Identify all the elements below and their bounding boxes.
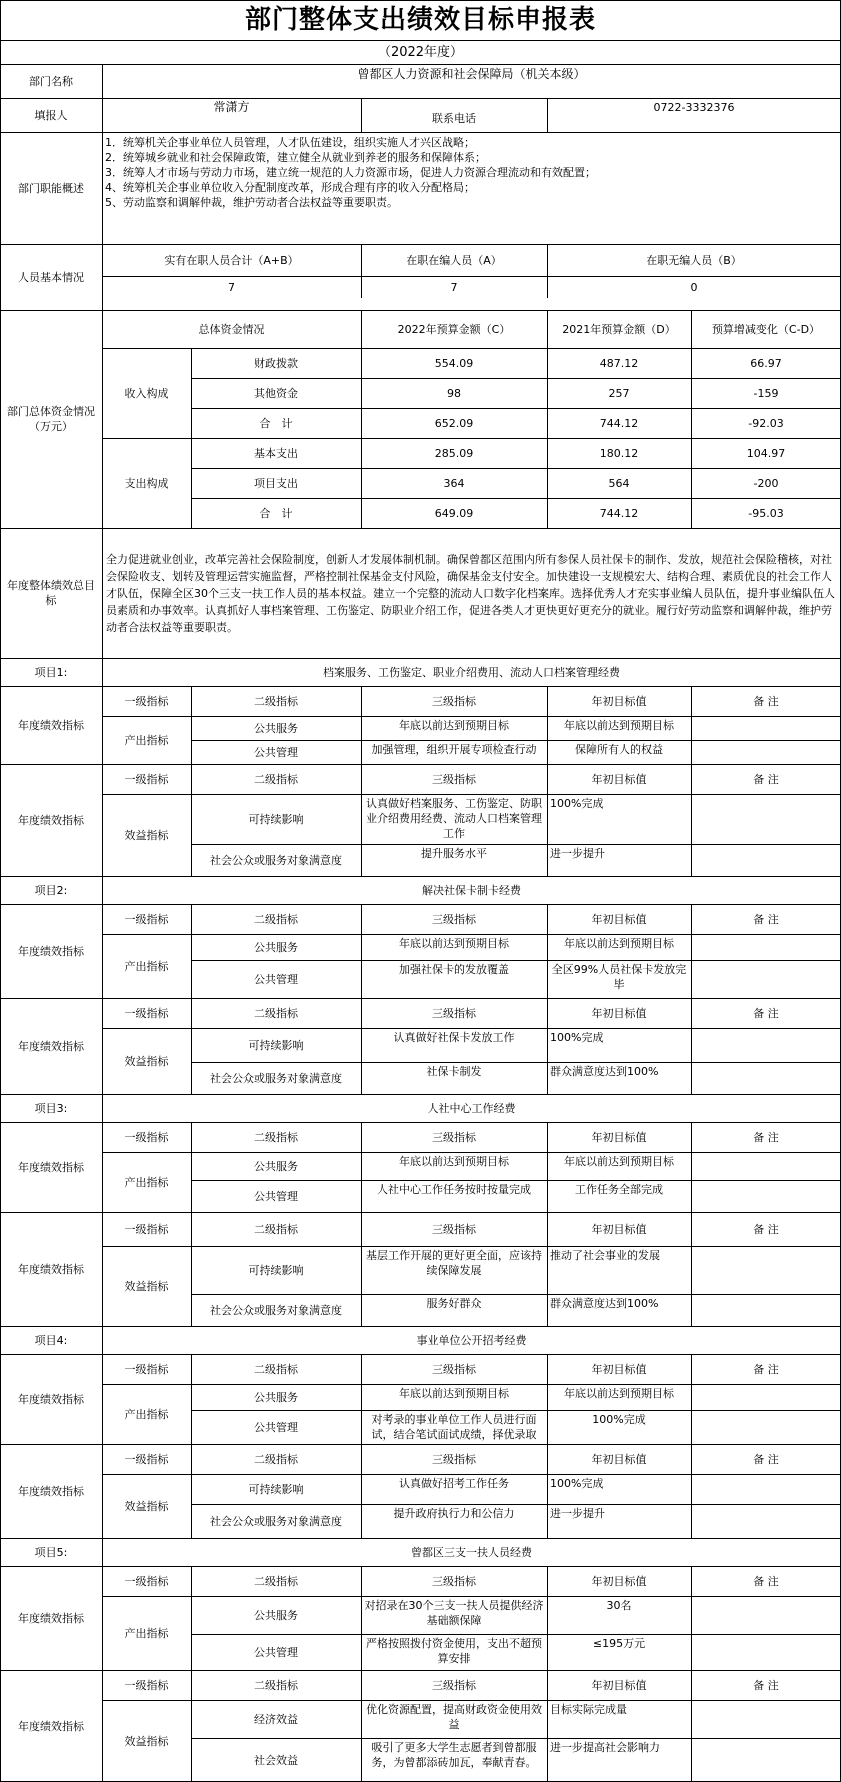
fund-diff: -95.03 xyxy=(748,506,784,520)
output-label: 产出指标 xyxy=(124,733,169,747)
grid-line xyxy=(102,716,841,717)
target-header: 年初目标值 xyxy=(591,1452,647,1466)
grid-line xyxy=(0,40,841,41)
l2-header: 二级指标 xyxy=(254,772,298,786)
funds-label: 部门总体资金情况（万元） xyxy=(7,405,95,433)
l1-header: 一级指标 xyxy=(124,1006,169,1020)
indicator-l2: 公共服务 xyxy=(254,1390,298,1404)
target-header: 年初目标值 xyxy=(591,694,647,708)
grid-line xyxy=(191,1294,841,1295)
grid-line xyxy=(691,1566,692,1782)
indicator-l3: 认真做好社保卡发放工作 xyxy=(393,1031,515,1044)
grid-line xyxy=(0,904,841,905)
indicator-l2: 可持续影响 xyxy=(248,1263,304,1277)
fund-item: 项目支出 xyxy=(254,476,298,490)
note-header: 备 注 xyxy=(753,1362,779,1376)
grid-line xyxy=(191,408,841,409)
l3-header: 三级指标 xyxy=(432,1678,476,1692)
funds-col-c: 2022年预算金额（C） xyxy=(397,322,511,336)
indicator-l2: 公共服务 xyxy=(254,1608,298,1622)
note-header: 备 注 xyxy=(753,912,779,926)
l2-header: 二级指标 xyxy=(254,912,298,926)
grid-line xyxy=(361,1566,362,1782)
grid-line xyxy=(102,794,841,795)
l3-header: 三级指标 xyxy=(432,912,476,926)
grid-line xyxy=(102,1384,841,1385)
l3-header: 三级指标 xyxy=(432,694,476,708)
grid-line xyxy=(547,904,548,1094)
grid-line xyxy=(361,244,362,298)
grid-line xyxy=(691,904,692,1094)
report-year: （2022年度） xyxy=(377,44,464,60)
grid-line xyxy=(547,1354,548,1538)
project-name: 档案服务、工伤鉴定、职业介绍费用、流动人口档案管理经费 xyxy=(323,665,620,679)
grid-line xyxy=(0,244,841,245)
benefit-label: 效益指标 xyxy=(124,1054,169,1068)
indicator-target: 100%完成 xyxy=(550,797,604,810)
l2-header: 二级指标 xyxy=(254,1130,298,1144)
fund-d: 257 xyxy=(608,386,630,400)
grid-line xyxy=(0,64,841,65)
indicator-l3: 社保卡制发 xyxy=(426,1065,482,1078)
project-name: 事业单位公开招考经费 xyxy=(416,1333,527,1347)
grid-line xyxy=(102,1246,841,1247)
staff-header-b: 在职无编人员（B） xyxy=(646,253,742,267)
grid-line xyxy=(102,1700,841,1701)
project-name: 曾都区三支一扶人员经费 xyxy=(411,1545,532,1559)
grid-line xyxy=(0,1670,841,1671)
fund-c: 364 xyxy=(443,476,465,490)
fund-d: 564 xyxy=(608,476,630,490)
note-header: 备 注 xyxy=(753,1222,779,1236)
note-header: 备 注 xyxy=(753,694,779,708)
indicator-l2: 社会公众或服务对象满意度 xyxy=(210,1071,342,1085)
output-label: 产出指标 xyxy=(124,959,169,973)
fund-item: 合 计 xyxy=(259,506,293,520)
grid-line xyxy=(102,348,841,349)
fund-item: 基本支出 xyxy=(254,446,298,460)
note-header: 备 注 xyxy=(753,1678,779,1692)
indicator-l3: 提升政府执行力和公信力 xyxy=(393,1507,515,1520)
project-name: 解决社保卡制卡经费 xyxy=(422,883,521,897)
indicator-l2: 可持续影响 xyxy=(248,1038,304,1052)
fund-diff: 66.97 xyxy=(750,356,782,370)
indicator-target: 年底以前达到预期目标 xyxy=(564,719,674,732)
indicator-l3: 服务好群众 xyxy=(426,1297,482,1310)
fund-diff: -200 xyxy=(753,476,779,490)
l1-header: 一级指标 xyxy=(124,772,169,786)
duty-line: 1．统筹机关企事业单位人员管理，人才队伍建设，组织实施人才兴区战略； xyxy=(105,136,475,149)
indicator-target: 群众满意度达到100% xyxy=(550,1065,659,1078)
grid-line xyxy=(547,98,548,132)
indicator-l3: 对考录的事业单位工作人员进行面试，结合笔试面试成绩，择优录取 xyxy=(371,1413,537,1441)
grid-line xyxy=(691,1354,692,1538)
grid-line xyxy=(102,1474,841,1475)
grid-line xyxy=(0,764,841,765)
grid-line xyxy=(191,1354,192,1538)
grid-line xyxy=(0,1094,841,1095)
grid-line xyxy=(361,98,362,132)
grid-line xyxy=(361,904,362,1094)
note-header: 备 注 xyxy=(753,1574,779,1588)
perf-label: 年度绩效指标 xyxy=(18,1611,84,1625)
filler-name: 常潇方 xyxy=(213,100,250,114)
indicator-target: ≤195万元 xyxy=(592,1637,646,1650)
fund-d: 744.12 xyxy=(599,416,639,430)
note-header: 备 注 xyxy=(753,1452,779,1466)
grid-line xyxy=(0,1326,841,1327)
perf-label: 年度绩效指标 xyxy=(18,1484,84,1498)
indicator-l3: 认真做好招考工作任务 xyxy=(399,1477,509,1490)
l1-header: 一级指标 xyxy=(124,1130,169,1144)
target-header: 年初目标值 xyxy=(591,912,647,926)
grid-line xyxy=(691,1122,692,1326)
dept-name-label: 部门名称 xyxy=(29,74,73,88)
benefit-label: 效益指标 xyxy=(124,1499,169,1513)
staff-value-total: 7 xyxy=(228,280,235,294)
grid-line xyxy=(102,1596,841,1597)
indicator-l2: 公共管理 xyxy=(254,1645,298,1659)
indicator-l2: 公共服务 xyxy=(254,1159,298,1173)
grid-line xyxy=(0,1538,841,1539)
benefit-label: 效益指标 xyxy=(124,828,169,842)
indicator-target: 工作任务全部完成 xyxy=(575,1183,663,1196)
indicator-target: 100%完成 xyxy=(550,1031,604,1044)
l3-header: 三级指标 xyxy=(432,1362,476,1376)
indicator-l2: 经济效益 xyxy=(254,1712,298,1726)
phone-label: 联系电话 xyxy=(432,111,476,125)
grid-line xyxy=(0,98,841,99)
perf-label: 年度绩效指标 xyxy=(18,944,84,958)
staff-label: 人员基本情况 xyxy=(18,270,84,284)
grid-line xyxy=(191,686,192,876)
grid-line xyxy=(191,1180,841,1181)
indicator-l2: 社会公众或服务对象满意度 xyxy=(210,1514,342,1528)
funds-col-d: 2021年预算金额（D） xyxy=(562,322,676,336)
indicator-l3: 认真做好档案服务、工伤鉴定、防职业介绍费用经费、流动人口档案管理工作 xyxy=(366,797,542,840)
l3-header: 三级指标 xyxy=(432,1130,476,1144)
grid-line xyxy=(547,244,548,298)
grid-line xyxy=(191,1504,841,1505)
fund-d: 180.12 xyxy=(599,446,639,460)
l2-header: 二级指标 xyxy=(254,1362,298,1376)
expense-label: 支出构成 xyxy=(124,476,169,490)
perf-label: 年度绩效指标 xyxy=(18,718,84,732)
indicator-target: 全区99%人员社保卡发放完毕 xyxy=(551,963,687,991)
filler-label: 填报人 xyxy=(34,108,68,122)
grid-line xyxy=(191,348,192,528)
grid-line xyxy=(0,686,841,687)
fund-diff: -159 xyxy=(753,386,779,400)
project-label: 项目5: xyxy=(34,1545,68,1559)
indicator-l2: 公共管理 xyxy=(254,972,298,986)
income-label: 收入构成 xyxy=(124,386,169,400)
grid-line xyxy=(547,686,548,876)
dept-name-value: 曾都区人力资源和社会保障局（机关本级） xyxy=(357,66,586,81)
indicator-l3: 基层工作开展的更好更全面，应该持续保障发展 xyxy=(366,1249,542,1277)
perf-label: 年度绩效指标 xyxy=(18,1160,84,1174)
indicator-l3: 对招录在30个三支一扶人员提供经济基础额保障 xyxy=(364,1599,544,1627)
note-header: 备 注 xyxy=(753,772,779,786)
duty-line: 2．统筹城乡就业和社会保障政策，建立健全从就业到养老的服务和保障体系； xyxy=(105,151,486,164)
grid-line xyxy=(0,998,841,999)
l1-header: 一级指标 xyxy=(124,912,169,926)
grid-line xyxy=(191,498,841,499)
output-label: 产出指标 xyxy=(124,1626,169,1640)
benefit-label: 效益指标 xyxy=(124,1279,169,1293)
l2-header: 二级指标 xyxy=(254,1678,298,1692)
grid-line xyxy=(191,844,841,845)
grid-line xyxy=(0,1444,841,1445)
target-header: 年初目标值 xyxy=(591,1574,647,1588)
grid-line xyxy=(0,1212,841,1213)
target-header: 年初目标值 xyxy=(591,772,647,786)
benefit-label: 效益指标 xyxy=(124,1734,169,1748)
perf-label: 年度绩效指标 xyxy=(18,1039,84,1053)
indicator-target: 进一步提升 xyxy=(550,847,605,860)
target-header: 年初目标值 xyxy=(591,1678,647,1692)
grid-line xyxy=(191,378,841,379)
indicator-l3: 加强管理，组织开展专项检查行动 xyxy=(371,743,537,756)
grid-line xyxy=(547,1122,548,1326)
duty-line: 3．统筹人才市场与劳动力市场，建立统一规范的人力资源市场，促进人力资源合理流动和有效配置； xyxy=(105,166,596,179)
indicator-l3: 年底以前达到预期目标 xyxy=(399,1155,509,1168)
grid-line xyxy=(191,740,841,741)
project-label: 项目2: xyxy=(34,883,68,897)
goal-text: 全力促进就业创业，改革完善社会保险制度，创新人才发展体制机制。确保曾都区范围内所有参保人员社保卡的制作、发放，规范社会保险稽核，对社会保险收支、划转及管理运营实施监督，严格控制社保基金支付风险，确保基金支付安全。加快建设一支规模宏大、结构合理、素质优良的社会工作人才队伍，保障全区30个三支一扶工作人员的基本权益。建立一个完整的流动人口数字化档案库。选择优秀人才充实事业编人员队伍，提升事业编队伍人员素质和办事效率。认真抓好人事档案管理、工伤鉴定、防职业介绍工作，促进各类人才更快更好更充分的就业。履行好劳动监察和调解仲裁，维护劳动者合法权益等重要职责。 xyxy=(106,552,835,634)
l1-header: 一级指标 xyxy=(124,1678,169,1692)
indicator-l3: 年底以前达到预期目标 xyxy=(399,937,509,950)
perf-label: 年度绩效指标 xyxy=(18,1392,84,1406)
indicator-l2: 公共管理 xyxy=(254,745,298,759)
indicator-l2: 公共管理 xyxy=(254,1189,298,1203)
grid-line xyxy=(102,1152,841,1153)
grid-line xyxy=(0,310,841,311)
grid-line xyxy=(0,132,841,133)
l2-header: 二级指标 xyxy=(254,1574,298,1588)
grid-line xyxy=(0,658,841,659)
indicator-target: 目标实际完成量 xyxy=(550,1703,627,1716)
grid-line xyxy=(102,438,841,439)
indicator-l3: 提升服务水平 xyxy=(421,847,487,860)
indicator-target: 年底以前达到预期目标 xyxy=(564,1155,674,1168)
indicator-l3: 年底以前达到预期目标 xyxy=(399,1387,509,1400)
indicator-target: 群众满意度达到100% xyxy=(550,1297,659,1310)
target-header: 年初目标值 xyxy=(591,1222,647,1236)
l2-header: 二级指标 xyxy=(254,1006,298,1020)
l3-header: 三级指标 xyxy=(432,1452,476,1466)
duties-label: 部门职能概述 xyxy=(18,181,84,195)
grid-line xyxy=(191,1062,841,1063)
fund-item: 其他资金 xyxy=(254,386,298,400)
duty-line: 5、劳动监察和调解仲裁，维护劳动者合法权益等重要职责。 xyxy=(105,196,398,209)
fund-diff: 104.97 xyxy=(746,446,786,460)
grid-line xyxy=(102,276,841,277)
grid-line xyxy=(547,1566,548,1782)
grid-line xyxy=(0,1566,841,1567)
indicator-target: 年底以前达到预期目标 xyxy=(564,1387,674,1400)
fund-c: 285.09 xyxy=(434,446,474,460)
grid-line xyxy=(102,1028,841,1029)
l3-header: 三级指标 xyxy=(432,1574,476,1588)
indicator-l2: 可持续影响 xyxy=(248,1482,304,1496)
l1-header: 一级指标 xyxy=(124,1362,169,1376)
funds-header-label: 总体资金情况 xyxy=(198,322,265,336)
project-label: 项目3: xyxy=(34,1101,68,1115)
grid-line xyxy=(0,1354,841,1355)
grid-line xyxy=(191,1634,841,1635)
indicator-l2: 公共服务 xyxy=(254,721,298,735)
grid-line xyxy=(191,960,841,961)
l1-header: 一级指标 xyxy=(124,1574,169,1588)
indicator-l2: 社会效益 xyxy=(254,1753,298,1767)
perf-label: 年度绩效指标 xyxy=(18,1719,84,1733)
phone-value: 0722-3332376 xyxy=(653,101,735,114)
indicator-target: 年底以前达到预期目标 xyxy=(564,937,674,950)
grid-line xyxy=(361,1354,362,1538)
grid-line xyxy=(0,1122,841,1123)
indicator-l3: 年底以前达到预期目标 xyxy=(399,719,509,732)
indicator-target: 100%完成 xyxy=(550,1477,604,1490)
l2-header: 二级指标 xyxy=(254,1222,298,1236)
indicator-target: 100%完成 xyxy=(592,1413,646,1426)
target-header: 年初目标值 xyxy=(591,1130,647,1144)
grid-line xyxy=(691,686,692,876)
fund-c: 649.09 xyxy=(434,506,474,520)
target-header: 年初目标值 xyxy=(591,1362,647,1376)
grid-line xyxy=(547,310,548,528)
fund-diff: -92.03 xyxy=(748,416,784,430)
l3-header: 三级指标 xyxy=(432,1222,476,1236)
l2-header: 二级指标 xyxy=(254,694,298,708)
project-label: 项目1: xyxy=(34,665,68,679)
perf-label: 年度绩效指标 xyxy=(18,813,84,827)
fund-c: 652.09 xyxy=(434,416,474,430)
output-label: 产出指标 xyxy=(124,1407,169,1421)
note-header: 备 注 xyxy=(753,1006,779,1020)
l1-header: 一级指标 xyxy=(124,1222,169,1236)
l1-header: 一级指标 xyxy=(124,694,169,708)
indicator-target: 保障所有人的权益 xyxy=(575,743,663,756)
grid-line xyxy=(0,876,841,877)
report-title: 部门整体支出绩效目标申报表 xyxy=(244,4,596,35)
perf-label: 年度绩效指标 xyxy=(18,1262,84,1276)
grid-line xyxy=(691,310,692,528)
l3-header: 三级指标 xyxy=(432,772,476,786)
indicator-l3: 优化资源配置，提高财政资金使用效益 xyxy=(366,1703,542,1731)
grid-line xyxy=(361,686,362,876)
fund-item: 合 计 xyxy=(259,416,293,430)
indicator-l3: 人社中心工作任务按时按量完成 xyxy=(377,1183,531,1196)
l3-header: 三级指标 xyxy=(432,1006,476,1020)
indicator-l3: 严格按照拨付资金使用，支出不超预算安排 xyxy=(366,1637,542,1665)
indicator-target: 推动了社会事业的发展 xyxy=(550,1249,660,1262)
grid-line xyxy=(191,468,841,469)
indicator-target: 进一步提高社会影响力 xyxy=(550,1741,660,1754)
project-label: 项目4: xyxy=(34,1333,68,1347)
grid-line xyxy=(0,0,841,1)
indicator-l3: 加强社保卡的发放覆盖 xyxy=(399,963,509,976)
output-label: 产出指标 xyxy=(124,1175,169,1189)
indicator-l3: 吸引了更多大学生志愿者到曾都服务，为曾都添砖加瓦，奉献青春。 xyxy=(371,1741,537,1769)
funds-col-diff: 预算增减变化（C-D） xyxy=(711,322,821,336)
grid-line xyxy=(102,64,103,1782)
staff-value-b: 0 xyxy=(690,280,698,294)
target-header: 年初目标值 xyxy=(591,1006,647,1020)
duties-text xyxy=(102,132,841,244)
indicator-l2: 社会公众或服务对象满意度 xyxy=(210,853,342,867)
grid-line xyxy=(0,0,1,1782)
indicator-l2: 可持续影响 xyxy=(248,812,304,826)
grid-line xyxy=(361,310,362,528)
grid-line xyxy=(361,1122,362,1326)
indicator-l2: 社会公众或服务对象满意度 xyxy=(210,1303,342,1317)
duty-line: 4、统筹机关企事业单位收入分配制度改革，形成合理有序的收入分配格局； xyxy=(105,181,475,194)
fund-d: 487.12 xyxy=(599,356,639,370)
project-name: 人社中心工作经费 xyxy=(427,1101,516,1115)
staff-header-a: 在职在编人员（A） xyxy=(406,253,502,267)
grid-line xyxy=(191,1738,841,1739)
fund-c: 98 xyxy=(447,386,461,400)
goal-label: 年度整体绩效总目标 xyxy=(7,579,95,607)
l2-header: 二级指标 xyxy=(254,1452,298,1466)
staff-header-total: 实有在职人员合计（A+B） xyxy=(164,253,299,267)
grid-line xyxy=(191,1122,192,1326)
fund-d: 744.12 xyxy=(599,506,639,520)
grid-line xyxy=(191,1410,841,1411)
grid-line xyxy=(191,904,192,1094)
grid-line xyxy=(102,934,841,935)
grid-line xyxy=(191,1566,192,1782)
fund-item: 财政拨款 xyxy=(254,356,298,370)
grid-line xyxy=(0,528,841,529)
note-header: 备 注 xyxy=(753,1130,779,1144)
l1-header: 一级指标 xyxy=(124,1452,169,1466)
staff-value-a: 7 xyxy=(450,280,458,294)
fund-c: 554.09 xyxy=(434,356,474,370)
indicator-l2: 公共管理 xyxy=(254,1420,298,1434)
indicator-target: 进一步提升 xyxy=(550,1507,605,1520)
indicator-target: 30名 xyxy=(606,1599,632,1612)
indicator-l2: 公共服务 xyxy=(254,940,298,954)
